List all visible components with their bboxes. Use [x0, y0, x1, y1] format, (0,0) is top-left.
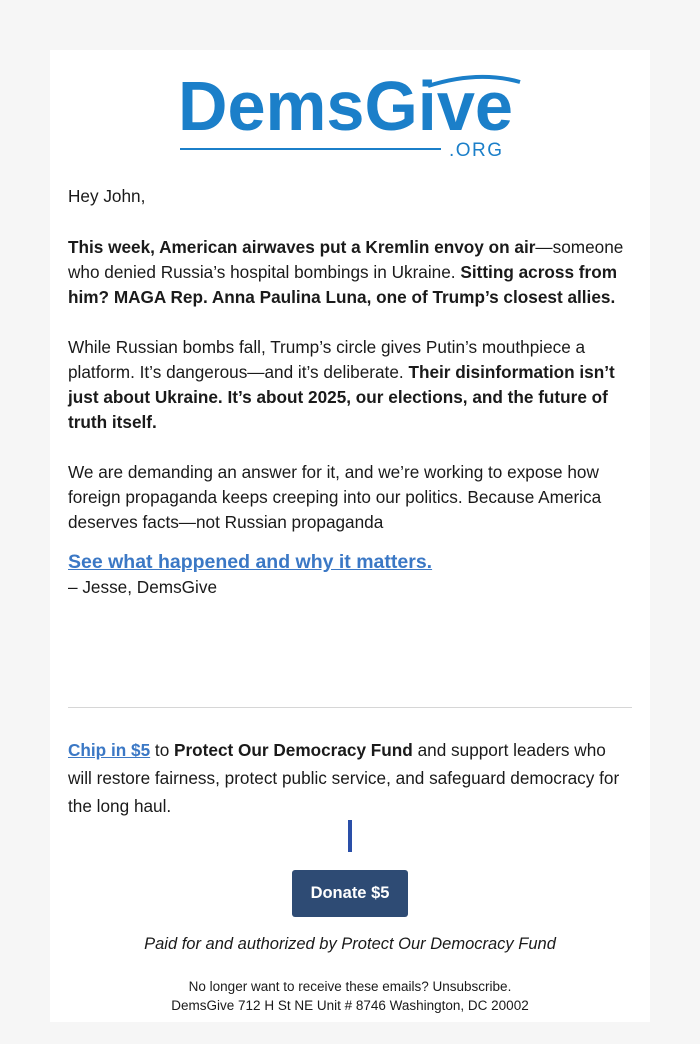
chip-in-paragraph	[68, 736, 634, 820]
chip-in-link[interactable]: Chip in $5	[68, 740, 151, 760]
p1-text-1: —someone who denied Russia’s hospital bombings in Ukraine.	[68, 237, 624, 282]
donate-button[interactable]: Donate $5	[292, 870, 408, 917]
p1-bold-1: This week, American airwaves put a Kremlin envoy on air	[68, 237, 536, 257]
logo-wordmark: DemsGive	[178, 72, 513, 145]
footer	[50, 977, 650, 1015]
p2-text-1: While Russian bombs fall, Trump’s circle gives Putin’s mouthpiece a platform. It’s dangerous—and it’s deliberate.	[68, 337, 586, 382]
p2-bold-1: Their disinformation isn’t just about Ukraine. It’s about 2025, our elections, and the future of truth itself.	[68, 362, 615, 432]
email-body	[68, 184, 634, 600]
see-what-happened-link[interactable]: See what happened and why it matters.	[68, 551, 433, 573]
vertical-accent-bar	[348, 820, 352, 852]
paragraph-1	[68, 235, 634, 310]
mailing-address: DemsGive 712 H St NE Unit # 8746 Washington, DC 20002	[171, 998, 529, 1013]
paragraph-3: We are demanding an answer for it, and we’re working to expose how foreign propaganda keeps creeping into our politics. Because America deserves facts—not Russian propaganda	[68, 462, 602, 532]
logo-graphic	[178, 72, 523, 162]
demsgive-logo[interactable]	[178, 72, 523, 162]
chip-text-2: and support leaders who will restore fairness, protect public service, and safeguard democracy for the long haul.	[68, 740, 620, 816]
p1-bold-2: Sitting across from him? MAGA Rep. Anna Paulina Luna, one of Trump’s closest allies.	[68, 262, 617, 307]
fund-name: Protect Our Democracy Fund	[174, 740, 413, 760]
paragraph-2	[68, 335, 634, 435]
email-card	[50, 50, 650, 1022]
unsubscribe-link[interactable]: No longer want to receive these emails? Unsubscribe.	[188, 979, 512, 994]
chip-text-1: to	[150, 740, 175, 760]
logo-org-suffix: .ORG	[449, 140, 504, 161]
divider	[68, 707, 632, 708]
signoff: – Jesse, DemsGive	[68, 577, 218, 597]
greeting: Hey John,	[68, 186, 146, 206]
paid-for-disclaimer: Paid for and authorized by Protect Our Democracy Fund	[144, 935, 556, 953]
